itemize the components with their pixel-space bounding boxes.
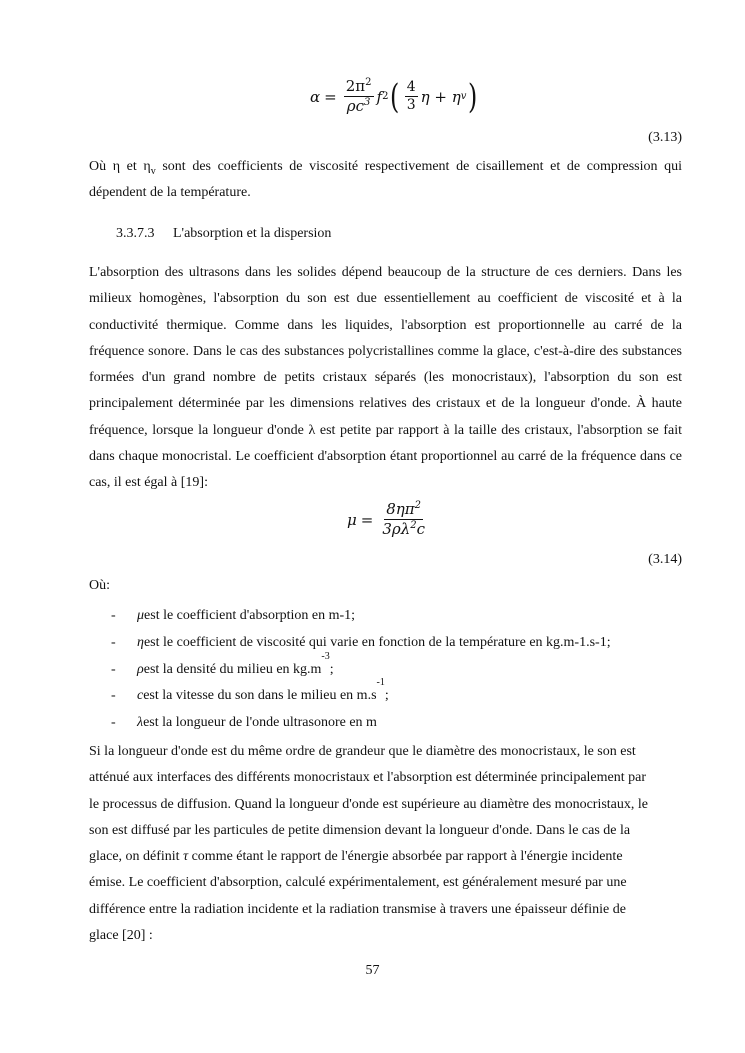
eq-alpha: α <box>310 87 321 106</box>
eq-denominator-exp: 3 <box>364 97 371 108</box>
list-item: - η est le coefficient de viscosité qui varie en fonction de la température en kg.m-1.s-1; <box>111 634 611 650</box>
eq-eta-terms: η + η <box>420 87 461 106</box>
para3-before-tau: Si la longueur d'onde est du même ordre de grandeur que le diamètre des monocristaux, le son est atténué aux interfaces des différents monocristaux et l'absorption est déterminée principalement par le processus de diffusion. Quand la longueur d'onde est supérieure au diamètre des monocristaux, le son est diffusé par les particules de petite dimension devant la longueur d'onde. Dans le cas de la glace, on définit <box>89 744 648 865</box>
eq2-denominator-exp: 2 <box>410 520 417 531</box>
eq-frac2-den: 3 <box>406 97 416 113</box>
page-number: 57 <box>365 963 380 978</box>
eq-numerator-exp: 2 <box>365 77 372 88</box>
list-item: - λ est la longueur de l'onde ultrasonore en m <box>111 715 377 731</box>
paragraph-viscosity <box>89 154 682 207</box>
paragraph-absorption <box>89 260 682 497</box>
para1-sub: v <box>150 165 156 177</box>
para2-text: L'absorption des ultrasons dans les solides dépend beaucoup de la structure de ces derniers. Dans les milieux homogènes, l'absorption du son est due essentiellement au coefficient de viscosité et à la conductivité thermique. Comme dans les liquides, l'absorption est proportionnelle au carré de la fréquence sonore. Dans le cas des substances polycristallines comme la glace, c'est-à-dire des substances formées d'un grand nombre de petits cristaux séparés (les monocristaux), l'absorption du son est principalement déterminée par les dimensions relatives des cristaux et de la longueur d'onde. À haute fréquence, lorsque la longueur d'onde λ est petite par rapport à la taille des cristaux, l'absorption se fait dans chaque monocristal. Le coefficient d'absorption étant proportionnel au carré de la fréquence dans ce cas, il est égal à [19]: <box>89 265 682 491</box>
eq-f: f <box>376 87 383 106</box>
list-item: - ρ est la densité du milieu en kg.m -3 ; <box>111 650 334 677</box>
eq-fraction-four-thirds <box>405 80 418 113</box>
para1-prefix: Où η et η <box>89 159 151 174</box>
eq2-mu: μ <box>347 510 357 529</box>
equation-number-3-14: (3.14) <box>648 552 682 567</box>
list-item: - c est la vitesse du son dans le milieu en m.s -1 ; <box>111 677 389 704</box>
section-title: L'absorption et la dispersion <box>173 226 332 241</box>
variable-list <box>89 603 682 737</box>
para3-tau: τ <box>183 849 189 865</box>
eq-numerator: 2π <box>345 77 366 95</box>
section-number: 3.3.7.3 <box>116 226 155 241</box>
eq-open-paren: ( <box>390 76 400 117</box>
eq-close-paren: ) <box>468 76 478 117</box>
eq2-denominator: 3ρλ <box>382 520 411 538</box>
eq-equals: = <box>324 87 337 106</box>
eq2-fraction <box>380 501 427 538</box>
section-heading <box>116 226 331 242</box>
eq2-equals: = <box>360 510 374 529</box>
eq-fraction-main <box>344 78 374 115</box>
para3-after-tau: comme étant le rapport de l'énergie absorbée par rapport à l'énergie incidente émise. Le coefficient d'absorption, calculé expérimentalement, est généralement mesuré par une différence entre la radiation incidente et la radiation transmise à travers une épaisseur définie de glace [20] : <box>89 849 627 944</box>
eq2-numerator: 8ηπ <box>386 500 415 518</box>
ou-label: Où: <box>89 578 110 593</box>
equation-3-13: α = $\frac{2\pi^2}{\rho c^3}$ f 2 ( $\frac{4}{3}$ η + η v ) <box>310 76 478 117</box>
equation-number-3-13: (3.13) <box>648 130 682 145</box>
eq2-numerator-exp: 2 <box>414 500 422 511</box>
paragraph-diffusion <box>89 739 649 949</box>
eq2-denominator-end: c <box>416 520 425 538</box>
para1-rest: sont des coefficients de viscosité respectivement de cisaillement et de compression qui dépendent de la température. <box>89 159 683 201</box>
list-item: - μ est le coefficient d'absorption en m-1; <box>111 608 356 623</box>
equation-3-14 <box>347 501 430 538</box>
eq-frac2-num: 4 <box>406 79 416 95</box>
eq-denominator: ρc <box>346 97 365 115</box>
